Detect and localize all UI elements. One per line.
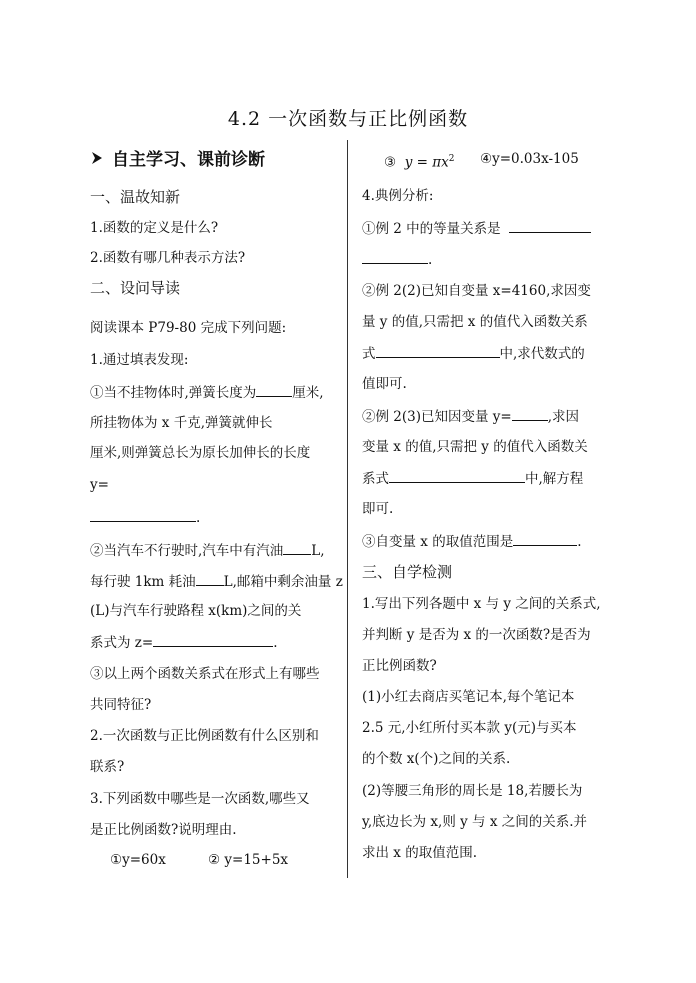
item2-line1: ②当汽车不行驶时,汽车中有汽油 L, <box>90 540 325 561</box>
item2-line3: (L)与汽车行驶路程 x(km)之间的关 <box>90 603 302 619</box>
test-1a-line3: 的个数 x(个)之间的关系. <box>362 751 511 767</box>
answer-blank[interactable] <box>153 632 273 647</box>
example-2-line1: ②例 2(2)已知自变量 x=4160,求因变 <box>362 283 591 299</box>
answer-blank[interactable] <box>196 571 224 586</box>
item3-line1: ③以上两个函数关系式在形式上有哪些 <box>90 666 320 682</box>
example-2-line3: 式 中,求代数式的 <box>362 343 585 364</box>
test-1a-line1: (1)小红去商店买笔记本,每个笔记本 <box>362 689 575 705</box>
answer-blank[interactable] <box>256 382 292 397</box>
test-1b-line2: y,底边长为 x,则 y 与 x 之间的关系.并 <box>362 814 588 830</box>
question-3-line1: 3.下列函数中哪些是一次函数,哪些又 <box>90 791 310 807</box>
part3-title: 三、自学检测 <box>362 563 453 581</box>
function-2: ② y=15+5x <box>208 852 289 868</box>
example-1-line1: ①例 2 中的等量关系是 <box>362 218 591 239</box>
question-2: 2.函数有哪几种表示方法? <box>90 250 246 266</box>
function-1: ①y=60x <box>110 852 166 868</box>
question-1: 1.函数的定义是什么? <box>90 220 219 236</box>
test-1a-line2: 2.5 元,小红所付买本款 y(元)与买本 <box>362 720 577 736</box>
part1-title: 一、温故知新 <box>90 188 181 206</box>
answer-blank[interactable] <box>283 540 311 555</box>
example-2-line4: 值即可. <box>362 376 407 392</box>
example-4-line1: ③自变量 x 的取值范围是 . <box>362 531 582 552</box>
answer-blank[interactable] <box>513 531 577 546</box>
answer-blank[interactable] <box>362 249 428 264</box>
item1-line2: 所挂物体为 x 千克,弹簧就伸长 <box>90 415 273 431</box>
item2-line4: 系式为 z= . <box>90 632 278 653</box>
answer-blank[interactable] <box>389 468 525 483</box>
test-1-line2: 并判断 y 是否为 x 的一次函数?是否为 <box>362 627 591 643</box>
test-1-line1: 1.写出下列各题中 x 与 y 之间的关系式, <box>362 596 601 612</box>
item1-answer: . <box>90 507 200 528</box>
test-1b-line3: 求出 x 的取值范围. <box>362 845 477 861</box>
answer-blank[interactable] <box>90 507 196 522</box>
section-heading: 自主学习、课前诊断 <box>90 150 265 170</box>
answer-blank[interactable] <box>376 343 500 358</box>
reading-intro: 阅读课本 P79-80 完成下列问题: <box>90 320 287 336</box>
arrow-bullet-icon <box>90 150 112 170</box>
question-3-line2: 是正比例函数?说明理由. <box>90 822 237 838</box>
page-title: 4.2 一次函数与正比例函数 <box>227 108 469 130</box>
function-4: ④y=0.03x-105 <box>480 151 579 167</box>
example-3-line2: 变量 x 的值,只需把 y 的值代入函数关 <box>362 439 588 455</box>
table-intro: 1.通过填表发现: <box>90 352 189 368</box>
example-title: 4.典例分析: <box>362 188 434 204</box>
answer-blank[interactable] <box>509 218 591 233</box>
item1-line4: y= <box>90 477 109 493</box>
item1-line1: ①当不挂物体时,弹簧长度为 厘米, <box>90 382 324 403</box>
question-diff-line2: 联系? <box>90 759 125 775</box>
example-3-line1: ②例 2(3)已知因变量 y= ,求因 <box>362 406 579 427</box>
item2-line2: 每行驶 1km 耗油 L,邮箱中剩余油量 z <box>90 571 343 592</box>
question-diff-line1: 2.一次函数与正比例函数有什么区别和 <box>90 728 319 744</box>
example-3-line3: 系式 中,解方程 <box>362 468 583 489</box>
column-divider <box>347 140 348 878</box>
item1-line3: 厘米,则弹簧总长为原长加伸长的长度 <box>90 445 311 461</box>
part2-title: 二、设问导读 <box>90 279 181 297</box>
item3-line2: 共同特征? <box>90 697 152 713</box>
answer-blank[interactable] <box>512 406 548 421</box>
function-3: ③ $y = \pi x^2$ <box>384 154 455 171</box>
test-1-line3: 正比例函数? <box>362 658 437 674</box>
example-2-line2: 量 y 的值,只需把 x 的值代入函数关系 <box>362 314 588 330</box>
example-1-line2: . <box>362 249 432 270</box>
example-3-line4: 即可. <box>362 501 394 517</box>
test-1b-line1: (2)等腰三角形的周长是 18,若腰长为 <box>362 783 583 799</box>
